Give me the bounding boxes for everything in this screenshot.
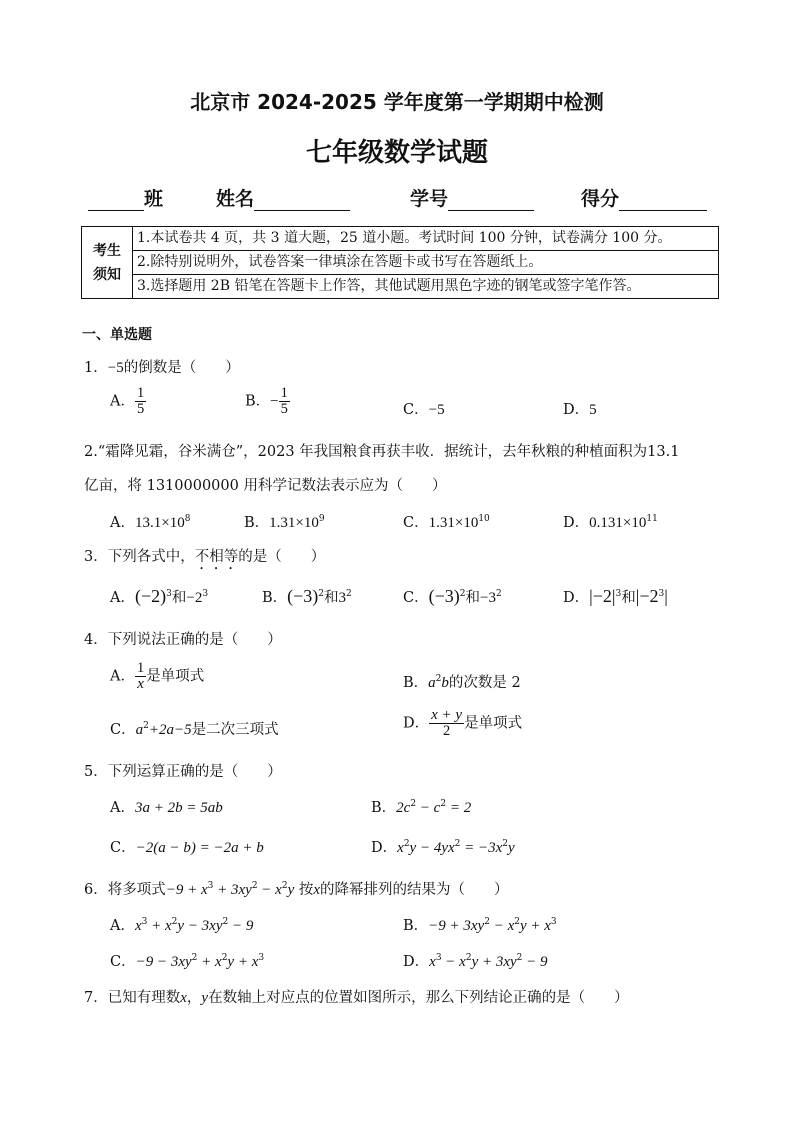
notice-label — [82, 227, 133, 299]
exam-subject-title: 七年级数学试题 — [305, 138, 488, 168]
question-6-stem: 6．将多项式$-9 + x^3 + 3xy^2 - x^2y$ 按x的降幂排列的结果为（ ） — [84, 881, 509, 898]
class-blank[interactable] — [88, 190, 144, 211]
student-id-blank[interactable] — [448, 190, 534, 211]
question-3-option-d[interactable]: D．$|-2|^3$和$|-2^3|$ — [563, 586, 668, 606]
question-1-option-b[interactable]: B．− $\frac{1}{5}$ — [245, 385, 288, 417]
name-label: 姓名 — [216, 188, 255, 210]
question-6-option-d[interactable]: D．$x^3 - x^2y + 3xy^2 - 9$ — [403, 953, 548, 970]
question-5-option-d[interactable]: D．$x^2y - 4yx^2 = -3x^2y$ — [371, 839, 515, 856]
question-2-option-a[interactable]: A．$13.1\times 10^8$ — [110, 514, 191, 531]
question-3-stem: 3．下列各式中，不相等的是（ ） — [84, 549, 326, 565]
class-label: 班 — [144, 188, 164, 210]
score-blank[interactable] — [619, 190, 707, 211]
notice-item-1: 1.本试卷共 4 页，共 3 道大题，25 道小题。考试时间 100 分钟，试卷满分 100 分。 — [133, 227, 719, 251]
name-blank[interactable] — [254, 190, 350, 211]
question-2-option-b[interactable]: B．$1.31\times 10^9$ — [244, 514, 325, 531]
notice-item-2: 2.除特别说明外，试卷答案一律填涂在答题卡或书写在答题纸上。 — [133, 251, 719, 275]
question-3-option-c[interactable]: C．$(-3)^2$和$-3^2$ — [403, 586, 502, 606]
score-label: 得分 — [581, 188, 620, 210]
section-title: 一、单选题 — [82, 327, 152, 343]
class-field — [88, 184, 163, 211]
question-6-option-b[interactable]: B．$-9 + 3xy^2 - x^2y + x^3$ — [403, 917, 557, 934]
question-1-stem: 1．−5的倒数是（ ） — [84, 360, 240, 376]
emphasis-text: 不相等 — [194, 549, 239, 565]
question-1-option-a[interactable]: A． $\frac{1}{5}$ — [110, 385, 145, 417]
question-2-option-d[interactable]: D．$0.131\times 10^{11}$ — [563, 514, 658, 531]
question-7-stem: 7．已知有理数x，y在数轴上对应点的位置如图所示，那么下列结论正确的是（ ） — [84, 990, 629, 1006]
notice-item-3: 3.选择题用 2B 铅笔在答题卡上作答，其他试题用黑色字迹的钢笔或签字笔作答。 — [133, 275, 719, 299]
question-2-stem-line-2: 亿亩，将 1310000000 用科学记数法表示应为（ ） — [84, 478, 447, 494]
notice-label-line1: 考生 — [93, 242, 121, 259]
question-2-option-c[interactable]: C．$1.31\times 10^{10}$ — [403, 514, 490, 531]
exam-notice-table — [81, 226, 719, 299]
question-3-option-a[interactable]: A．$(-2)^3$和$-2^3$ — [110, 586, 209, 606]
question-5-stem: 5．下列运算正确的是（ ） — [84, 764, 282, 780]
question-4-option-b[interactable]: B．$a^2b$的次数是 2 — [403, 674, 521, 691]
question-1-option-c[interactable]: C．−5 — [403, 402, 445, 418]
score-field — [581, 184, 707, 211]
question-4-stem: 4．下列说法正确的是（ ） — [84, 632, 282, 648]
question-6-option-c[interactable]: C．$-9 - 3xy^2 + x^2y + x^3$ — [110, 953, 265, 970]
question-6-option-a[interactable]: A．$x^3 + x^2y - 3xy^2 - 9$ — [110, 917, 254, 934]
student-id-field — [410, 184, 534, 211]
question-5-option-c[interactable]: C．−2(a − b) = −2a + b — [110, 840, 264, 856]
question-1-option-d[interactable]: D．5 — [563, 402, 597, 418]
question-4-option-a[interactable]: A． $\frac{1}{x}$ 是单项式 — [110, 660, 205, 692]
student-id-label: 学号 — [410, 188, 449, 210]
question-4-option-d[interactable]: D． $\frac{x + y}{2}$ 是单项式 — [403, 707, 523, 739]
question-4-option-c[interactable]: C．$a^2+2a-5$是二次三项式 — [110, 721, 279, 738]
exam-header-title: 北京市 2024-2025 学年度第一学期期中检测 — [190, 90, 604, 114]
question-3-option-b[interactable]: B．$(-3)^2$和$3^2$ — [262, 586, 352, 606]
name-field — [216, 184, 350, 211]
question-2-stem-line-1: 2.“霜降见霜，谷米满仓”，2023 年我国粮食再获丰收．据统计，去年秋粮的种植面积为13.1 — [84, 444, 680, 460]
question-5-option-b[interactable]: B．$2c^2 - c^2 = 2$ — [371, 799, 472, 816]
question-5-option-a[interactable]: A．3a + 2b = 5ab — [110, 800, 223, 816]
notice-label-line2: 须知 — [93, 266, 121, 283]
